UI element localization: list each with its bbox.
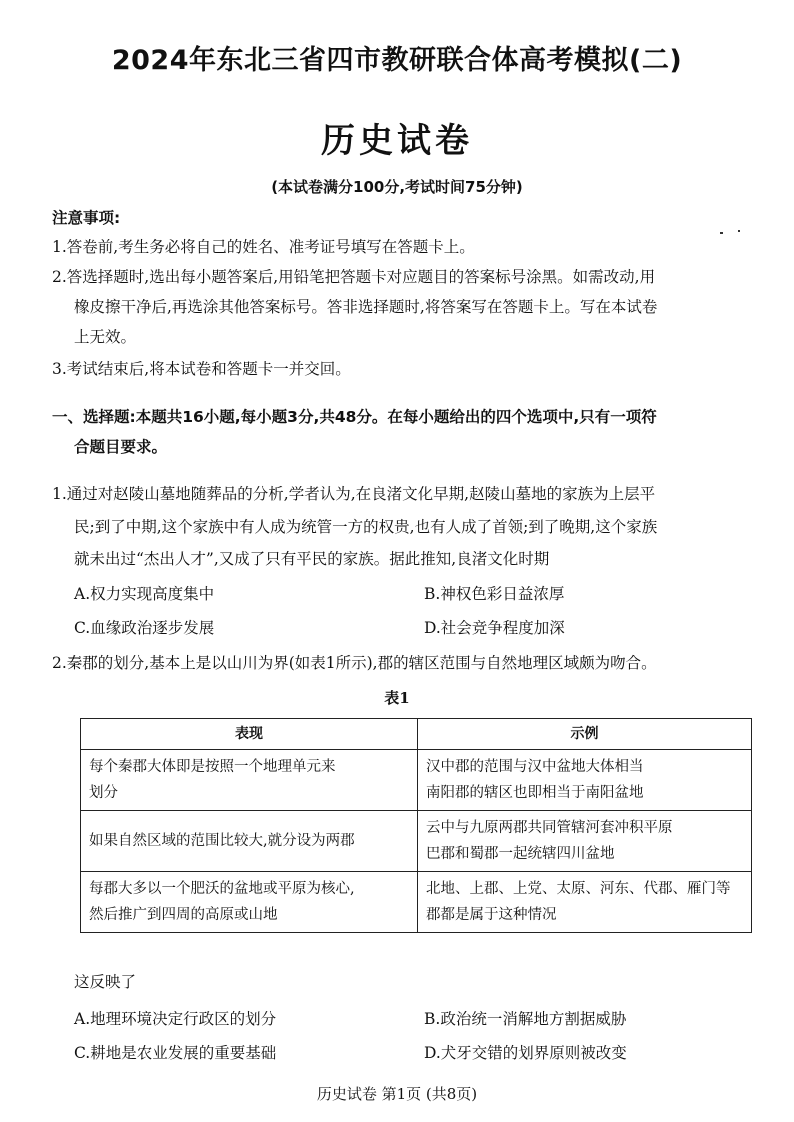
cell-line: 北地、上郡、上党、太原、河东、代郡、雁门等 <box>426 881 731 897</box>
q2-option-a[interactable]: A.地理环境决定行政区的划分 <box>74 1010 277 1028</box>
question-2-stem: 2.秦郡的划分,基本上是以山川为界(如表1所示),郡的辖区范围与自然地理区域颇为吻合。 <box>52 654 657 672</box>
table-cell <box>81 872 418 933</box>
q1-option-a[interactable]: A.权力实现高度集中 <box>74 585 215 603</box>
notes-heading: 注意事项: <box>52 209 121 227</box>
question-1-stem: 1.通过对赵陵山墓地随葬品的分析,学者认为,在良渚文化早期,赵陵山墓地的家族为上层平 <box>52 485 656 503</box>
note-item: 1.答卷前,考生务必将自己的姓名、准考证号填写在答题卡上。 <box>52 238 475 256</box>
table-cell <box>418 750 752 811</box>
section-heading: 一、选择题:本题共16小题,每小题3分,共48分。在每小题给出的四个选项中,只有一项符 <box>52 408 657 426</box>
note-item: 橡皮擦干净后,再选涂其他答案标号。答非选择题时,将答案写在答题卡上。写在本试卷 <box>74 298 658 316</box>
table-cell <box>81 750 418 811</box>
q2-option-b[interactable]: B.政治统一消解地方割据威胁 <box>424 1010 627 1028</box>
question-1-stem: 民;到了中期,这个家族中有人成为统管一方的权贵,也有人成了首领;到了晚期,这个家族 <box>74 518 658 536</box>
table-cell <box>81 811 418 872</box>
question-1-stem: 就未出过“杰出人才”,又成了只有平民的家族。据此推知,良渚文化时期 <box>74 550 550 568</box>
cell-line: 郡都是属于这种情况 <box>426 907 557 923</box>
q1-option-c[interactable]: C.血缘政治逐步发展 <box>74 619 215 637</box>
q1-option-b[interactable]: B.神权色彩日益浓厚 <box>424 585 565 603</box>
page-footer: 历史试卷 第1页 (共8页) <box>316 1085 478 1103</box>
table-cell <box>418 811 752 872</box>
note-item: 上无效。 <box>74 328 137 346</box>
table-row <box>81 872 752 933</box>
cell-line: 汉中郡的范围与汉中盆地大体相当 <box>426 759 644 775</box>
cell-line: 云中与九原两郡共同管辖河套冲积平原 <box>426 820 673 836</box>
q2-option-c[interactable]: C.耕地是农业发展的重要基础 <box>74 1044 277 1062</box>
cell-line: 南阳郡的辖区也即相当于南阳盆地 <box>426 785 644 801</box>
cell-line: 如果自然区域的范围比较大,就分设为两郡 <box>89 833 355 849</box>
exam-info: (本试卷满分100分,考试时间75分钟) <box>271 178 523 196</box>
cell-line: 然后推广到四周的高原或山地 <box>89 907 278 923</box>
subject-title: 历史试卷 <box>321 121 473 161</box>
table-header-cell: 示例 <box>418 719 752 750</box>
table-header-row <box>81 719 752 750</box>
cell-line: 每个秦郡大体即是按照一个地理单元来 <box>89 759 336 775</box>
cell-line: 每郡大多以一个肥沃的盆地或平原为核心, <box>89 881 355 897</box>
scan-speck <box>738 230 740 232</box>
question-2-prompt: 这反映了 <box>74 973 137 991</box>
table-cell <box>418 872 752 933</box>
q2-option-d[interactable]: D.犬牙交错的划界原则被改变 <box>424 1044 627 1062</box>
cell-line: 巴郡和蜀郡一起统辖四川盆地 <box>426 846 615 862</box>
note-item: 3.考试结束后,将本试卷和答题卡一并交回。 <box>52 360 351 378</box>
exam-title: 2024年东北三省四市教研联合体高考模拟(二) <box>111 45 683 76</box>
section-heading-cont: 合题目要求。 <box>74 438 168 456</box>
data-table <box>80 718 752 933</box>
table-caption: 表1 <box>384 689 410 707</box>
table-header-cell: 表现 <box>81 719 418 750</box>
note-item: 2.答选择题时,选出每小题答案后,用铅笔把答题卡对应题目的答案标号涂黑。如需改动,用 <box>52 268 656 286</box>
table-row <box>81 811 752 872</box>
scan-speck <box>720 232 723 234</box>
q1-option-d[interactable]: D.社会竞争程度加深 <box>424 619 565 637</box>
cell-line: 划分 <box>89 785 118 801</box>
table-row <box>81 750 752 811</box>
